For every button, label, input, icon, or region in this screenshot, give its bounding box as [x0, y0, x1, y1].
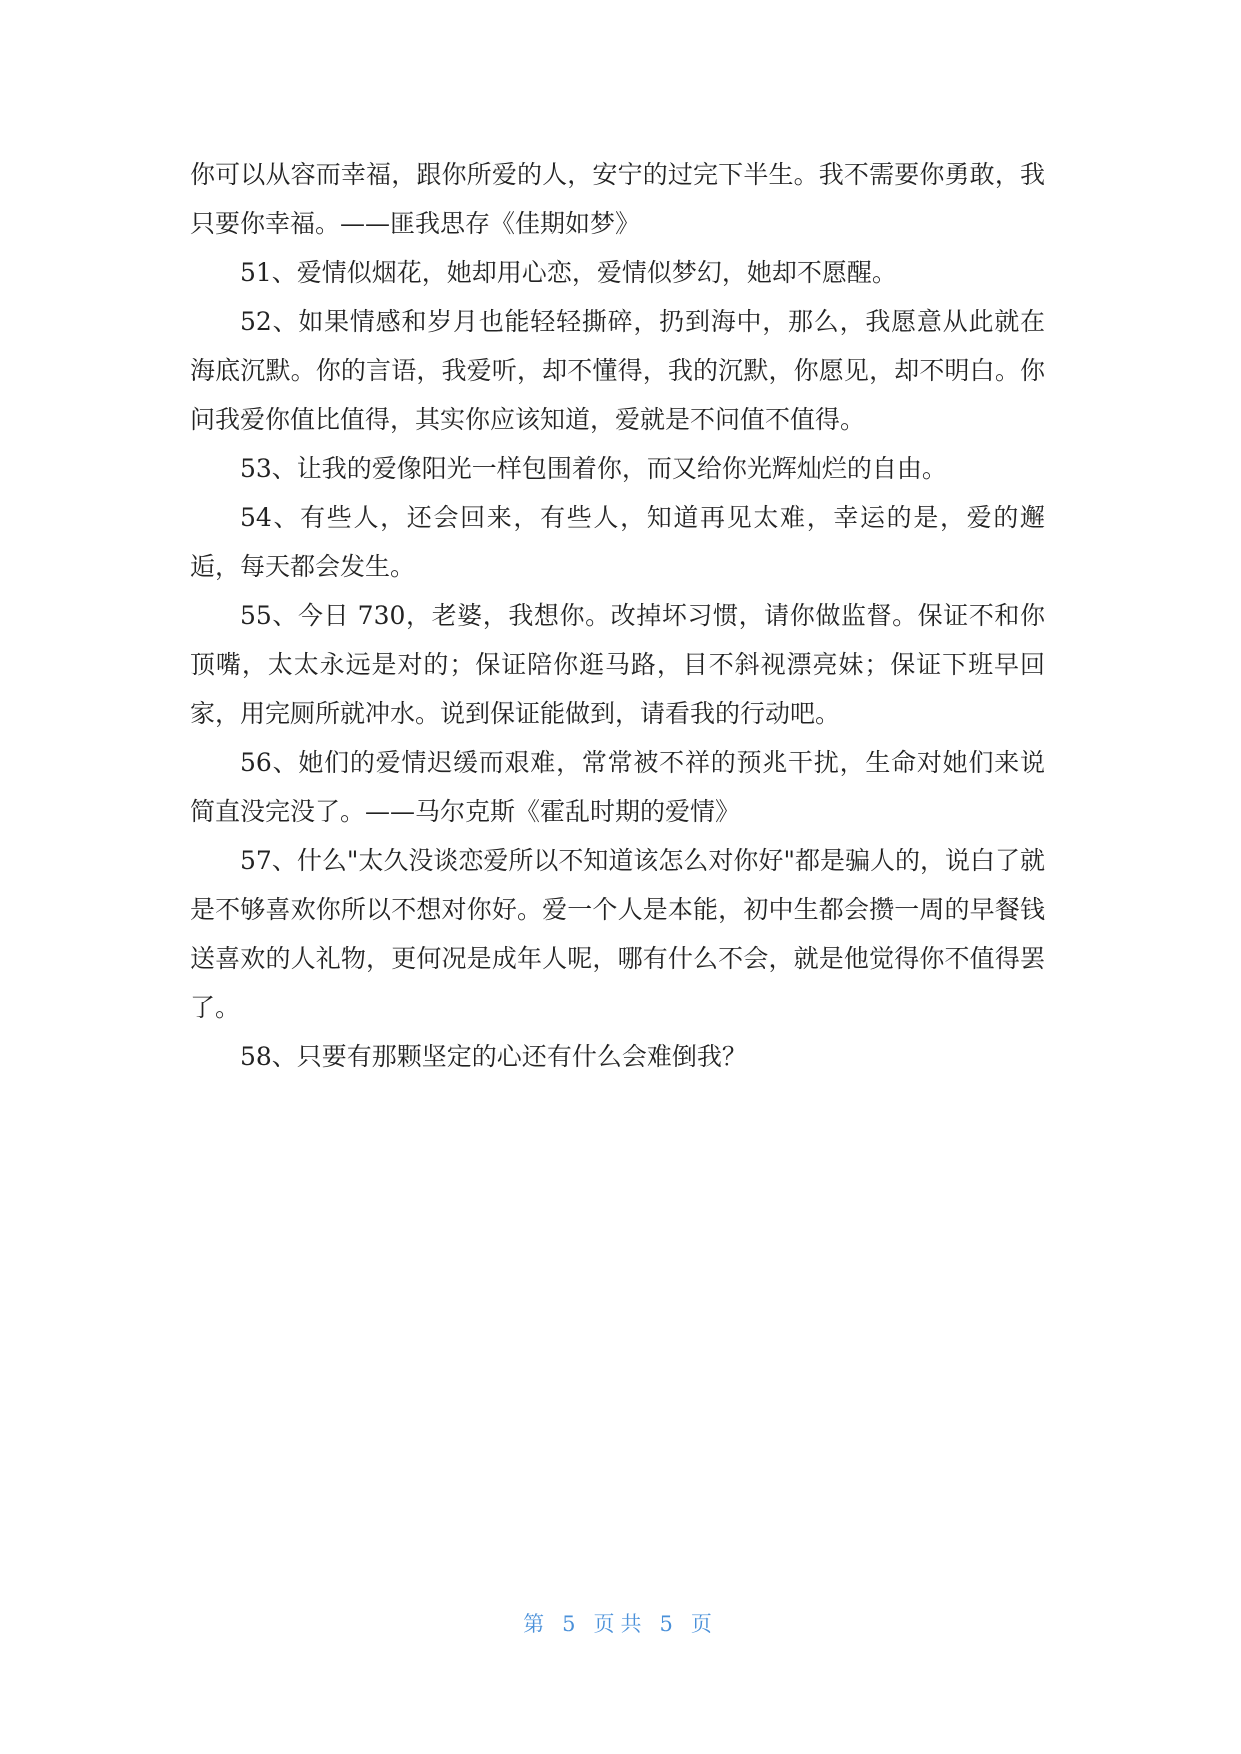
page-footer: [0, 1608, 1241, 1638]
paragraph-58: 58、只要有那颗坚定的心还有什么会难倒我？: [240, 1042, 747, 1071]
footer-middle: 页共: [593, 1612, 648, 1636]
paragraph-51: 51、爱情似烟花，她却用心恋，爱情似梦幻，她却不愿醒。: [240, 258, 897, 287]
body-text: [190, 150, 1045, 1081]
paragraph-55: 55、今日 730，老婆，我想你。改掉坏习惯，请你做监督。保证不和你顶嘴，太太永远是对的；保证陪你逛马路，目不斜视漂亮妹；保证下班早回家，用完厕所就冲水。说到保证能做到，请看我的行动吧。: [190, 601, 1045, 728]
footer-total-pages: 5: [659, 1612, 679, 1636]
paragraph-52: 52、如果情感和岁月也能轻轻撕碎，扔到海中，那么，我愿意从此就在海底沉默。你的言语，我爱听，却不懂得，我的沉默，你愿见，却不明白。你问我爱你值比值得，其实你应该知道，爱就是不问值不值得。: [190, 307, 1045, 434]
paragraph-54: 54、有些人，还会回来，有些人，知道再见太难，幸运的是，爱的邂逅，每天都会发生。: [190, 503, 1045, 581]
paragraph-57: 57、什么"太久没谈恋爱所以不知道该怎么对你好"都是骗人的，说白了就是不够喜欢你所以不想对你好。爱一个人是本能，初中生都会攒一周的早餐钱送喜欢的人礼物，更何况是成年人呢，哪有什么不会，就是他觉得你不值得罢了。: [190, 846, 1045, 1022]
paragraph-53: 53、让我的爱像阳光一样包围着你，而又给你光辉灿烂的自由。: [240, 454, 947, 483]
footer-prefix: 第: [523, 1612, 551, 1636]
paragraph-0: 你可以从容而幸福，跟你所爱的人，安宁的过完下半生。我不需要你勇敢，我只要你幸福。——匪我思存《佳期如梦》: [190, 160, 1045, 238]
footer-current-page: 5: [562, 1612, 582, 1636]
paragraph-56: 56、她们的爱情迟缓而艰难，常常被不祥的预兆干扰，生命对她们来说简直没完没了。——马尔克斯《霍乱时期的爱情》: [190, 748, 1045, 826]
footer-suffix: 页: [690, 1612, 718, 1636]
